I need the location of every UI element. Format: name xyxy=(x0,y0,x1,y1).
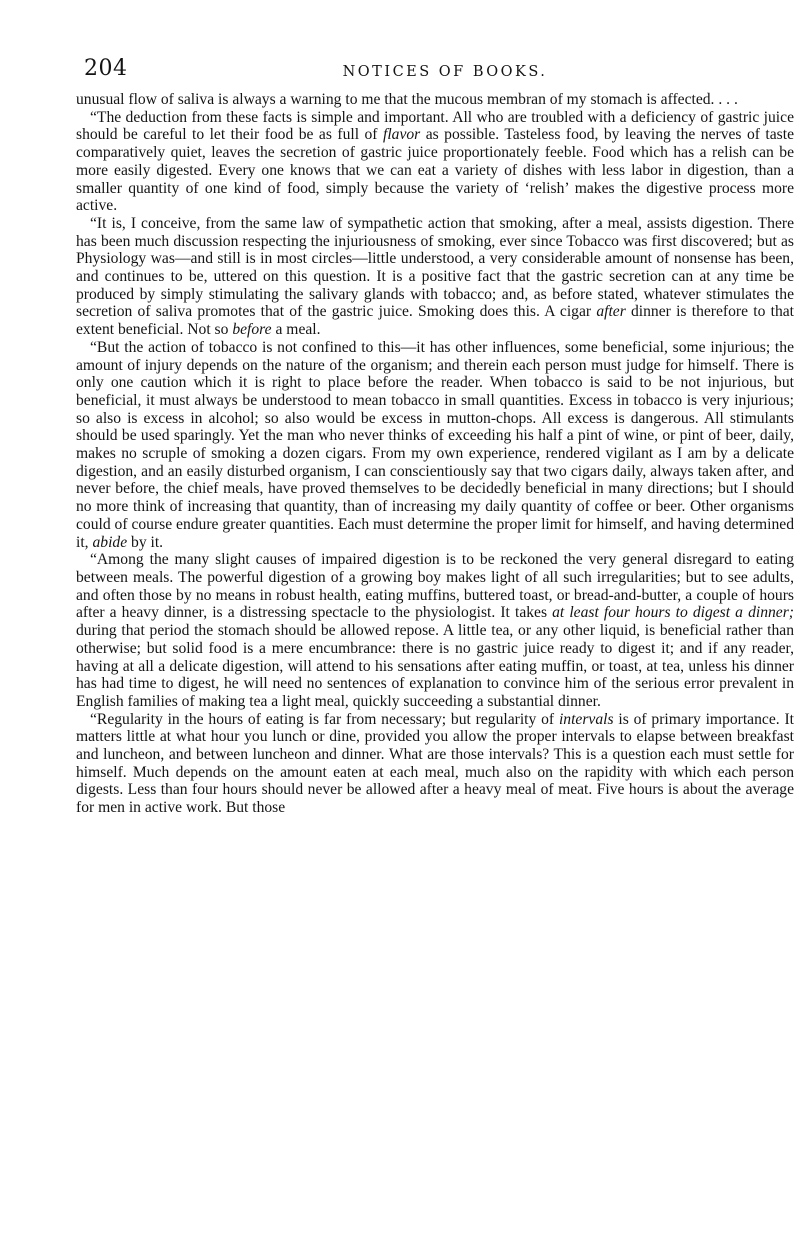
page-number: 204 xyxy=(84,56,128,81)
text-run: during that period the stomach should be allowed repose. A little tea, or any other liquid, is beneficial rather than otherwise; but solid food is a mere encumbrance: there is no gastric juice ready to digest it; and if any reader, having at all a delicate digestion, will attend to his sensations after eating muffin, or toast, at tea, unless his dinner has had time to digest, he will need no sentences of explanation to convince him of the serious error prevalent in English families of making tea a light meal, quickly succeeding a substantial dinner. xyxy=(76,622,794,710)
text-run: “The deduction from these facts is simple and important. All who are troubled with a deficiency of gastric juice should be careful to let their food be as full of xyxy=(76,108,794,144)
emphasis: after xyxy=(596,303,626,321)
paragraph xyxy=(76,215,794,339)
paragraph xyxy=(76,109,794,215)
text-run: “Regularity in the hours of eating is far from necessary; but regularity of xyxy=(90,710,559,728)
text-run: a meal. xyxy=(271,321,321,339)
book-page xyxy=(76,55,794,817)
emphasis: abide xyxy=(92,533,128,551)
text-run: “But the action of tobacco is not confined to this—it has other influences, some beneficial, some injurious; the amount of injury depends on the nature of the organism; and therein each person must judge for himself. There is only one caution which it is right to place before the reader. When tobacco is said to be not injurious, but beneficial, it must always be understood to mean tobacco in small quantities. Excess in tobacco is very injurious; so also is excess in alcohol; so also would be excess in mutton-chops. All excess is dangerous. All stimulants should be used sparingly. Yet the man who never thinks of exceeding his half a pint of wine, or pint of beer, daily, makes no scruple of smoking a dozen cigars. From my own experience, rendered vigilant as I am by a delicate digestion, and an easily disturbed organism, I can conscientiously say that two cigars daily, always taken after, and never before, the chief meals, have proved themselves to be decidedly beneficial in many directions; but I should no more think of increasing that quantity, than of increasing my daily quantity of coffee or beer. Other organisms could of course endure greater quantities. Each must determine the proper limit for himself, and having determined it, xyxy=(76,338,794,551)
text-run: dinner is therefore to that extent beneficial. Not so xyxy=(76,303,794,339)
emphasis: flavor xyxy=(382,126,421,144)
paragraph xyxy=(76,711,794,817)
body-text xyxy=(76,91,794,817)
text-run: as possible. Tasteless food, by leaving the nerves of taste comparatively quiet, leaves the secretion of gastric juice proportionately feeble. Food which has a relish can be more easily digested. Every one knows that we can eat a variety of dishes with less labor in digestion, than a smaller quantity of one kind of food, simply because the variety of ‘relish’ makes the digestive process more active. xyxy=(76,126,795,215)
text-run: is of primary importance. It matters little at what hour you lunch or dine, provided you allow the proper intervals to elapse between breakfast and luncheon, and between luncheon and dinner. What are those intervals? This is a question each must settle for himself. Much depends on the amount eaten at each meal, much also on the rapidity with which each person digests. Less than four hours should never be allowed after a heavy meal of meat. Five hours is about the average for men in active work. But those xyxy=(76,710,794,817)
page-header xyxy=(76,55,794,91)
paragraph xyxy=(76,91,794,109)
running-head: NOTICES OF BOOKS. xyxy=(342,64,548,80)
text-run: by it. xyxy=(127,533,164,551)
paragraph xyxy=(76,551,794,710)
text-run: unusual flow of saliva is always a warning to me that the mucous membran of my stomach is affected. . . . xyxy=(76,91,738,108)
emphasis: before xyxy=(232,321,272,339)
text-run: “It is, I conceive, from the same law of sympathetic action that smoking, after a meal, assists digestion. There has been much discussion respecting the injuriousness of smoking, ever since Tobacco was first discovered; but as Physiology was—and still is in most circles—little understood, a very considerable amount of nonsense has been, and continues to be, uttered on this question. It is a positive fact that the gastric secretion can at any time be produced by simply stimulating the salivary glands with tobacco; and, as before stated, whatever stimulates the secretion of saliva promotes that of the gastric juice. Smoking does this. A cigar xyxy=(76,214,794,321)
paragraph xyxy=(76,339,794,551)
text-run: “Among the many slight causes of impaired digestion is to be reckoned the very general disregard to eating between meals. The powerful digestion of a growing boy makes light of all such irregularities; but to see adults, and often those by no means in robust health, eating muffins, buttered toast, or bread-and-butter, a couple of hours after a heavy dinner, is a distressing spectacle to the physiologist. It takes xyxy=(76,551,794,622)
emphasis: intervals xyxy=(558,710,614,728)
emphasis: at least four hours to digest a dinner; xyxy=(552,604,794,622)
